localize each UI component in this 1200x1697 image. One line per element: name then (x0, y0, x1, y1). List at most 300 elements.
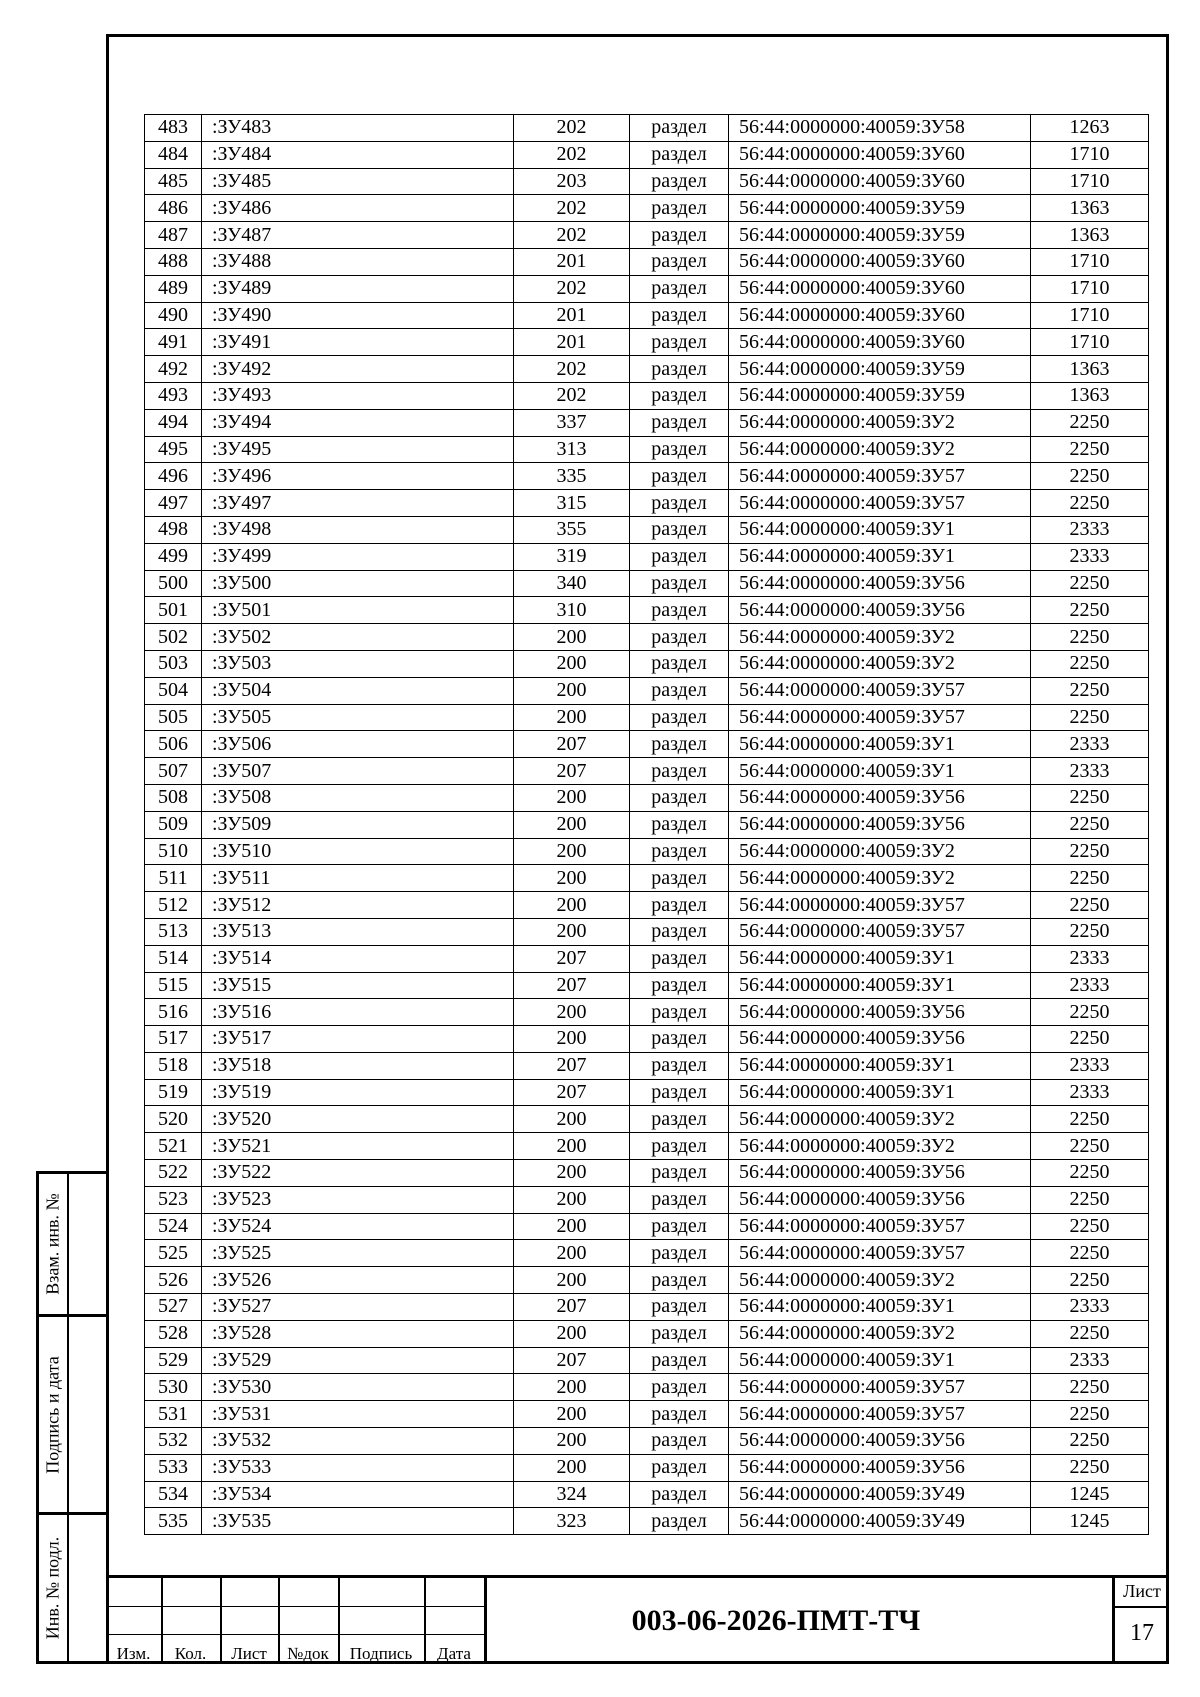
row-number: 490 (145, 302, 202, 329)
formation-method: раздел (630, 1481, 729, 1508)
formation-method: раздел (630, 516, 729, 543)
row-number: 532 (145, 1428, 202, 1455)
parent-area: 1245 (1031, 1481, 1149, 1508)
parent-cadastral-number: 56:44:0000000:40059:ЗУ2 (729, 1267, 1031, 1294)
plot-area: 200 (514, 865, 630, 892)
parent-area: 2250 (1031, 704, 1149, 731)
parent-cadastral-number: 56:44:0000000:40059:ЗУ59 (729, 382, 1031, 409)
parent-area: 2250 (1031, 918, 1149, 945)
plot-code: :ЗУ503 (202, 650, 514, 677)
plot-code: :ЗУ512 (202, 892, 514, 919)
table-row (145, 1320, 1149, 1347)
plot-code: :ЗУ510 (202, 838, 514, 865)
table-row (145, 356, 1149, 383)
row-number: 502 (145, 624, 202, 651)
row-number: 488 (145, 248, 202, 275)
table-row (145, 1454, 1149, 1481)
plot-area: 202 (514, 382, 630, 409)
plot-area: 200 (514, 650, 630, 677)
parent-area: 2250 (1031, 838, 1149, 865)
parent-area: 2250 (1031, 1160, 1149, 1187)
parent-cadastral-number: 56:44:0000000:40059:ЗУ1 (729, 1347, 1031, 1374)
table-row (145, 624, 1149, 651)
table-row (145, 463, 1149, 490)
formation-method: раздел (630, 275, 729, 302)
plot-code: :ЗУ533 (202, 1454, 514, 1481)
parent-cadastral-number: 56:44:0000000:40059:ЗУ58 (729, 115, 1031, 142)
row-number: 486 (145, 195, 202, 222)
row-number: 534 (145, 1481, 202, 1508)
formation-method: раздел (630, 811, 729, 838)
header-izm: Изм. (116, 1644, 151, 1663)
parent-area: 2333 (1031, 516, 1149, 543)
formation-method: раздел (630, 1213, 729, 1240)
formation-method: раздел (630, 758, 729, 785)
plot-code: :ЗУ509 (202, 811, 514, 838)
header-data: Дата (437, 1644, 471, 1663)
plot-area: 202 (514, 275, 630, 302)
plot-code: :ЗУ497 (202, 490, 514, 517)
formation-method: раздел (630, 1401, 729, 1428)
plot-area: 202 (514, 115, 630, 142)
plot-code: :ЗУ513 (202, 918, 514, 945)
formation-method: раздел (630, 784, 729, 811)
plot-code: :ЗУ534 (202, 1481, 514, 1508)
row-number: 523 (145, 1186, 202, 1213)
formation-method: раздел (630, 1026, 729, 1053)
plot-code: :ЗУ525 (202, 1240, 514, 1267)
row-number: 497 (145, 490, 202, 517)
table-row (145, 1133, 1149, 1160)
table-row (145, 731, 1149, 758)
table-row (145, 516, 1149, 543)
row-number: 521 (145, 1133, 202, 1160)
plot-area: 355 (514, 516, 630, 543)
parent-cadastral-number: 56:44:0000000:40059:ЗУ1 (729, 972, 1031, 999)
plot-area: 200 (514, 784, 630, 811)
parent-cadastral-number: 56:44:0000000:40059:ЗУ60 (729, 141, 1031, 168)
formation-method: раздел (630, 409, 729, 436)
plot-area: 324 (514, 1481, 630, 1508)
formation-method: раздел (630, 999, 729, 1026)
row-number: 498 (145, 516, 202, 543)
parent-area: 2250 (1031, 436, 1149, 463)
formation-method: раздел (630, 704, 729, 731)
formation-method: раздел (630, 436, 729, 463)
parent-cadastral-number: 56:44:0000000:40059:ЗУ57 (729, 677, 1031, 704)
header-podpis: Подпись (349, 1644, 413, 1663)
plot-area: 200 (514, 1428, 630, 1455)
row-number: 529 (145, 1347, 202, 1374)
formation-method: раздел (630, 945, 729, 972)
plot-area: 200 (514, 838, 630, 865)
formation-method: раздел (630, 1267, 729, 1294)
parent-cadastral-number: 56:44:0000000:40059:ЗУ60 (729, 329, 1031, 356)
plot-code: :ЗУ506 (202, 731, 514, 758)
row-number: 512 (145, 892, 202, 919)
formation-method: раздел (630, 1240, 729, 1267)
formation-method: раздел (630, 1133, 729, 1160)
formation-method: раздел (630, 570, 729, 597)
plot-code: :ЗУ517 (202, 1026, 514, 1053)
plot-area: 200 (514, 999, 630, 1026)
plot-code: :ЗУ520 (202, 1106, 514, 1133)
plot-area: 200 (514, 1026, 630, 1053)
parent-cadastral-number: 56:44:0000000:40059:ЗУ57 (729, 892, 1031, 919)
plot-area: 200 (514, 1240, 630, 1267)
formation-method: раздел (630, 972, 729, 999)
parent-area: 2250 (1031, 1374, 1149, 1401)
table-row (145, 543, 1149, 570)
plot-code: :ЗУ499 (202, 543, 514, 570)
table-row (145, 758, 1149, 785)
plot-code: :ЗУ507 (202, 758, 514, 785)
parent-cadastral-number: 56:44:0000000:40059:ЗУ56 (729, 1428, 1031, 1455)
document-code: 003-06-2026-ПМТ-ТЧ (631, 1604, 921, 1637)
parent-area: 1710 (1031, 275, 1149, 302)
parent-cadastral-number: 56:44:0000000:40059:ЗУ2 (729, 650, 1031, 677)
table-row (145, 490, 1149, 517)
table-row (145, 1240, 1149, 1267)
parent-area: 2250 (1031, 892, 1149, 919)
parent-cadastral-number: 56:44:0000000:40059:ЗУ2 (729, 409, 1031, 436)
table-row (145, 1106, 1149, 1133)
plot-area: 200 (514, 1160, 630, 1187)
plot-code: :ЗУ532 (202, 1428, 514, 1455)
plot-code: :ЗУ531 (202, 1401, 514, 1428)
parent-area: 2250 (1031, 1106, 1149, 1133)
table-row (145, 865, 1149, 892)
plot-code: :ЗУ484 (202, 141, 514, 168)
parent-area: 2250 (1031, 811, 1149, 838)
row-number: 507 (145, 758, 202, 785)
row-number: 519 (145, 1079, 202, 1106)
parent-cadastral-number: 56:44:0000000:40059:ЗУ57 (729, 1213, 1031, 1240)
parent-area: 2333 (1031, 731, 1149, 758)
parent-cadastral-number: 56:44:0000000:40059:ЗУ56 (729, 811, 1031, 838)
plot-code: :ЗУ502 (202, 624, 514, 651)
parent-area: 1363 (1031, 222, 1149, 249)
table-row (145, 1401, 1149, 1428)
parent-cadastral-number: 56:44:0000000:40059:ЗУ2 (729, 1133, 1031, 1160)
plot-area: 200 (514, 1213, 630, 1240)
parent-area: 2250 (1031, 463, 1149, 490)
plots-table-body (145, 115, 1149, 1535)
parent-cadastral-number: 56:44:0000000:40059:ЗУ2 (729, 436, 1031, 463)
table-row (145, 382, 1149, 409)
parent-area: 1363 (1031, 382, 1149, 409)
plot-area: 200 (514, 1320, 630, 1347)
table-row (145, 972, 1149, 999)
parent-area: 2250 (1031, 570, 1149, 597)
row-number: 511 (145, 865, 202, 892)
plot-code: :ЗУ496 (202, 463, 514, 490)
plot-code: :ЗУ514 (202, 945, 514, 972)
parent-cadastral-number: 56:44:0000000:40059:ЗУ1 (729, 945, 1031, 972)
table-row (145, 570, 1149, 597)
formation-method: раздел (630, 1374, 729, 1401)
table-row (145, 1186, 1149, 1213)
sheet-box (1112, 1578, 1169, 1664)
parent-area: 2250 (1031, 999, 1149, 1026)
row-number: 487 (145, 222, 202, 249)
row-number: 501 (145, 597, 202, 624)
plot-code: :ЗУ492 (202, 356, 514, 383)
parent-cadastral-number: 56:44:0000000:40059:ЗУ57 (729, 1401, 1031, 1428)
formation-method: раздел (630, 195, 729, 222)
row-number: 527 (145, 1294, 202, 1321)
formation-method: раздел (630, 490, 729, 517)
plot-code: :ЗУ515 (202, 972, 514, 999)
plot-area: 202 (514, 222, 630, 249)
row-number: 506 (145, 731, 202, 758)
row-number: 533 (145, 1454, 202, 1481)
plot-code: :ЗУ498 (202, 516, 514, 543)
row-number: 509 (145, 811, 202, 838)
plot-code: :ЗУ524 (202, 1213, 514, 1240)
row-number: 484 (145, 141, 202, 168)
side-stamp-podpis (36, 1314, 106, 1515)
plot-area: 203 (514, 168, 630, 195)
parent-cadastral-number: 56:44:0000000:40059:ЗУ59 (729, 195, 1031, 222)
formation-method: раздел (630, 356, 729, 383)
plot-area: 201 (514, 248, 630, 275)
table-row (145, 1079, 1149, 1106)
plot-area: 200 (514, 1267, 630, 1294)
parent-cadastral-number: 56:44:0000000:40059:ЗУ56 (729, 597, 1031, 624)
plot-code: :ЗУ516 (202, 999, 514, 1026)
plot-code: :ЗУ490 (202, 302, 514, 329)
revision-grid (106, 1578, 487, 1664)
parent-area: 2250 (1031, 1026, 1149, 1053)
parent-area: 2250 (1031, 1213, 1149, 1240)
plot-code: :ЗУ486 (202, 195, 514, 222)
plot-code: :ЗУ505 (202, 704, 514, 731)
table-row (145, 195, 1149, 222)
formation-method: раздел (630, 1454, 729, 1481)
formation-method: раздел (630, 838, 729, 865)
side-stamp-vzam-label-cell (39, 1174, 69, 1314)
row-number: 535 (145, 1508, 202, 1535)
table-row (145, 1026, 1149, 1053)
table-row (145, 409, 1149, 436)
sheet-separator (1115, 1606, 1169, 1608)
row-number: 526 (145, 1267, 202, 1294)
parent-cadastral-number: 56:44:0000000:40059:ЗУ60 (729, 168, 1031, 195)
parent-cadastral-number: 56:44:0000000:40059:ЗУ1 (729, 516, 1031, 543)
table-row (145, 1347, 1149, 1374)
row-number: 508 (145, 784, 202, 811)
formation-method: раздел (630, 222, 729, 249)
plot-code: :ЗУ530 (202, 1374, 514, 1401)
plot-area: 202 (514, 141, 630, 168)
formation-method: раздел (630, 865, 729, 892)
plot-area: 200 (514, 1106, 630, 1133)
formation-method: раздел (630, 731, 729, 758)
table-row (145, 650, 1149, 677)
parent-area: 1263 (1031, 115, 1149, 142)
formation-method: раздел (630, 1347, 729, 1374)
formation-method: раздел (630, 543, 729, 570)
parent-area: 2250 (1031, 650, 1149, 677)
header-list: Лист (231, 1644, 267, 1663)
parent-area: 1710 (1031, 248, 1149, 275)
plot-code: :ЗУ491 (202, 329, 514, 356)
table-row (145, 115, 1149, 142)
plot-area: 207 (514, 1079, 630, 1106)
parent-area: 2333 (1031, 945, 1149, 972)
row-number: 505 (145, 704, 202, 731)
plot-code: :ЗУ500 (202, 570, 514, 597)
table-row (145, 999, 1149, 1026)
row-number: 489 (145, 275, 202, 302)
plot-code: :ЗУ488 (202, 248, 514, 275)
parent-cadastral-number: 56:44:0000000:40059:ЗУ59 (729, 222, 1031, 249)
parent-cadastral-number: 56:44:0000000:40059:ЗУ57 (729, 918, 1031, 945)
table-row (145, 302, 1149, 329)
plot-area: 200 (514, 811, 630, 838)
plot-code: :ЗУ504 (202, 677, 514, 704)
formation-method: раздел (630, 1106, 729, 1133)
parent-cadastral-number: 56:44:0000000:40059:ЗУ57 (729, 1240, 1031, 1267)
table-row (145, 1481, 1149, 1508)
row-number: 493 (145, 382, 202, 409)
row-number: 520 (145, 1106, 202, 1133)
parent-area: 2333 (1031, 1052, 1149, 1079)
plot-area: 319 (514, 543, 630, 570)
plot-code: :ЗУ511 (202, 865, 514, 892)
plot-code: :ЗУ495 (202, 436, 514, 463)
formation-method: раздел (630, 141, 729, 168)
parent-area: 2333 (1031, 758, 1149, 785)
plot-area: 207 (514, 972, 630, 999)
parent-area: 2250 (1031, 1454, 1149, 1481)
parent-area: 2333 (1031, 972, 1149, 999)
parent-area: 2250 (1031, 677, 1149, 704)
plot-code: :ЗУ529 (202, 1347, 514, 1374)
parent-cadastral-number: 56:44:0000000:40059:ЗУ56 (729, 570, 1031, 597)
plot-area: 315 (514, 490, 630, 517)
table-row (145, 248, 1149, 275)
table-row (145, 222, 1149, 249)
plot-area: 200 (514, 704, 630, 731)
formation-method: раздел (630, 677, 729, 704)
plot-code: :ЗУ535 (202, 1508, 514, 1535)
table-row (145, 168, 1149, 195)
plot-code: :ЗУ493 (202, 382, 514, 409)
plot-area: 207 (514, 758, 630, 785)
table-row (145, 1213, 1149, 1240)
parent-cadastral-number: 56:44:0000000:40059:ЗУ2 (729, 624, 1031, 651)
side-stamp-vzam (36, 1171, 106, 1317)
header-ndok: №док (287, 1644, 329, 1663)
plot-area: 207 (514, 731, 630, 758)
parent-area: 2250 (1031, 624, 1149, 651)
parent-area: 2250 (1031, 1428, 1149, 1455)
parent-cadastral-number: 56:44:0000000:40059:ЗУ1 (729, 543, 1031, 570)
formation-method: раздел (630, 624, 729, 651)
table-row (145, 1428, 1149, 1455)
table-row (145, 1160, 1149, 1187)
plot-code: :ЗУ528 (202, 1320, 514, 1347)
parent-cadastral-number: 56:44:0000000:40059:ЗУ60 (729, 275, 1031, 302)
plot-code: :ЗУ485 (202, 168, 514, 195)
table-row (145, 677, 1149, 704)
table-row (145, 329, 1149, 356)
table-row (145, 811, 1149, 838)
plot-area: 200 (514, 1133, 630, 1160)
plot-area: 200 (514, 892, 630, 919)
parent-cadastral-number: 56:44:0000000:40059:ЗУ56 (729, 1186, 1031, 1213)
plot-area: 207 (514, 1052, 630, 1079)
table-row (145, 704, 1149, 731)
row-number: 485 (145, 168, 202, 195)
row-number: 525 (145, 1240, 202, 1267)
plot-area: 201 (514, 329, 630, 356)
row-number: 483 (145, 115, 202, 142)
table-row (145, 1508, 1149, 1535)
parent-cadastral-number: 56:44:0000000:40059:ЗУ56 (729, 1026, 1031, 1053)
formation-method: раздел (630, 329, 729, 356)
side-stamp-podpis-label-cell (39, 1317, 69, 1512)
parent-area: 2250 (1031, 1320, 1149, 1347)
side-label-podpis: Подпись и дата (42, 1355, 63, 1474)
formation-method: раздел (630, 597, 729, 624)
plot-code: :ЗУ519 (202, 1079, 514, 1106)
row-number: 494 (145, 409, 202, 436)
plot-code: :ЗУ527 (202, 1294, 514, 1321)
row-number: 491 (145, 329, 202, 356)
formation-method: раздел (630, 302, 729, 329)
row-number: 530 (145, 1374, 202, 1401)
plot-code: :ЗУ483 (202, 115, 514, 142)
plot-area: 323 (514, 1508, 630, 1535)
formation-method: раздел (630, 382, 729, 409)
row-number: 496 (145, 463, 202, 490)
parent-cadastral-number: 56:44:0000000:40059:ЗУ60 (729, 248, 1031, 275)
plot-area: 313 (514, 436, 630, 463)
plot-area: 202 (514, 356, 630, 383)
formation-method: раздел (630, 892, 729, 919)
side-stamp-inv (36, 1512, 106, 1664)
parent-area: 2333 (1031, 543, 1149, 570)
parent-area: 1710 (1031, 302, 1149, 329)
plot-code: :ЗУ526 (202, 1267, 514, 1294)
parent-area: 2333 (1031, 1079, 1149, 1106)
plot-area: 200 (514, 1186, 630, 1213)
parent-cadastral-number: 56:44:0000000:40059:ЗУ57 (729, 1374, 1031, 1401)
plot-code: :ЗУ508 (202, 784, 514, 811)
parent-area: 2250 (1031, 409, 1149, 436)
parent-area: 1710 (1031, 329, 1149, 356)
parent-area: 1710 (1031, 168, 1149, 195)
plot-code: :ЗУ518 (202, 1052, 514, 1079)
plot-area: 340 (514, 570, 630, 597)
parent-area: 2250 (1031, 490, 1149, 517)
plot-code: :ЗУ494 (202, 409, 514, 436)
row-number: 495 (145, 436, 202, 463)
plot-area: 207 (514, 945, 630, 972)
formation-method: раздел (630, 1186, 729, 1213)
table-row (145, 141, 1149, 168)
parent-area: 2250 (1031, 865, 1149, 892)
plot-area: 207 (514, 1347, 630, 1374)
parent-area: 1710 (1031, 141, 1149, 168)
plot-area: 200 (514, 1374, 630, 1401)
row-number: 510 (145, 838, 202, 865)
row-number: 500 (145, 570, 202, 597)
table-row (145, 1052, 1149, 1079)
